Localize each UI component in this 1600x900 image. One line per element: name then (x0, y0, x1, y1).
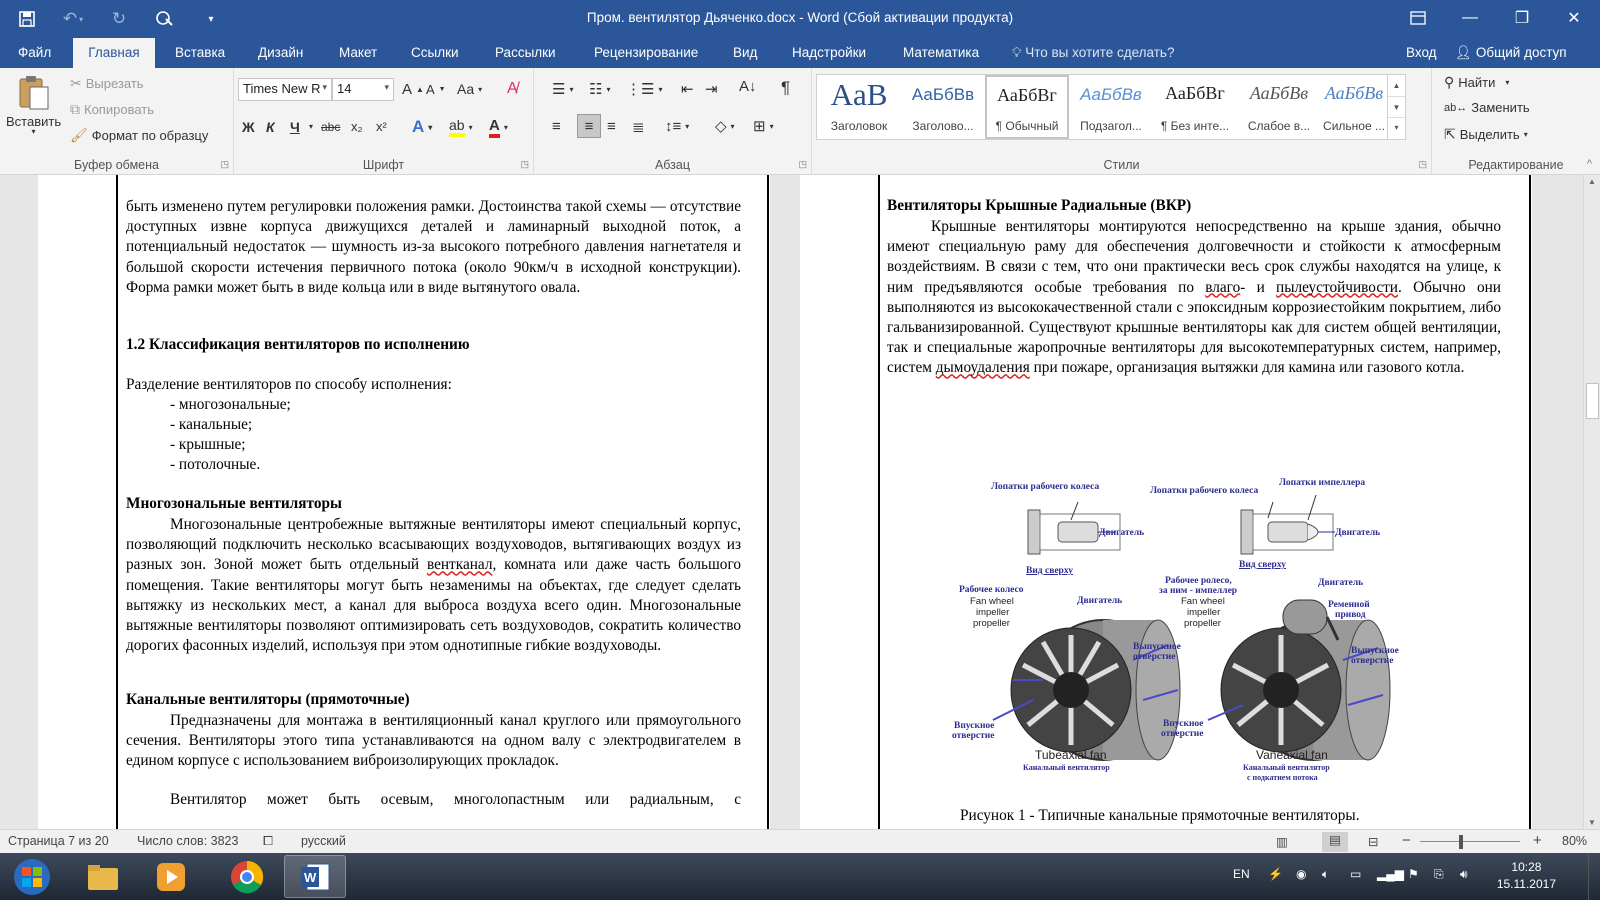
underline-dropdown-icon[interactable]: ▾ (309, 122, 314, 131)
tray-speaker-app-icon[interactable]: 🔈︎ (1322, 867, 1330, 881)
vaneaxial-fan-graphic (1208, 600, 1390, 760)
styles-gallery (816, 74, 1406, 140)
classification-intro[interactable]: Разделение вентиляторов по способу исполнения: (126, 376, 452, 393)
borders-icon[interactable]: ⊞ ▾ (753, 118, 774, 135)
style-heading-1[interactable]: АаБбВв Заголово... (911, 85, 975, 133)
decrease-indent-icon[interactable]: ⇤ (681, 81, 694, 98)
volume-icon[interactable]: 🔊︎ (1460, 867, 1468, 881)
list-item[interactable]: - потолочные. (170, 456, 261, 473)
style-heading[interactable]: AaB Заголовок (830, 77, 888, 133)
cursor-icon: ⇱ (1444, 126, 1456, 142)
styles-more-icon[interactable]: ▾ (1388, 117, 1405, 137)
tab-review[interactable]: Рецензирование (594, 45, 699, 60)
vertical-scrollbar[interactable] (1583, 175, 1600, 829)
tab-file[interactable]: Файл (18, 45, 52, 60)
paste-icon (17, 74, 51, 112)
font-group (234, 68, 534, 175)
input-language[interactable]: EN (1233, 867, 1250, 881)
status-bar (0, 829, 1600, 853)
shrink-font-icon[interactable]: A ▼ (426, 82, 446, 97)
roof-fans-paragraph[interactable]: Крышные вентиляторы монтируются непосредственно на крыше здания, обычно имеют специальную раму для обеспечения долговечности и стойкости к атмосферным воздействиям. В связи с тем, что они практически весь срок службы находятся на улице, к ним предъявляются особые требования по влаго- и пылеустойчивости. Обычно они выполняются из высококачественной стали с эпоксидным коррозиестойким покрытием, либо гальванизированной. Существуют крышные вентиляторы как для систем общей вентиляции, так и специальные жаропрочные вентиляторы для высокотемпературных систем, например, систем дымоудаления при пожаре, организация вытяжки для камина или газового котла. (887, 218, 1501, 377)
heading-multizone[interactable]: Многозональные вентиляторы (126, 495, 342, 512)
brush-icon: 🖌︎ (70, 127, 88, 143)
fig-label: привод (1335, 610, 1366, 620)
word-taskbar-icon[interactable] (284, 855, 346, 898)
read-mode-icon[interactable]: ▥ (1276, 835, 1288, 849)
collapse-ribbon-icon[interactable]: ^ (1586, 158, 1592, 170)
windows-logo-icon (13, 858, 51, 896)
italic-button[interactable]: К (266, 119, 275, 135)
styles-gallery-scroll[interactable] (1387, 75, 1405, 139)
align-right-icon[interactable]: ≡ (607, 118, 616, 135)
scrollbar-thumb[interactable] (1586, 383, 1599, 419)
strikethrough-button[interactable]: abc (321, 120, 341, 134)
duct-paragraph-2[interactable]: Вентилятор может быть осевым, многолопастным или радиальным, с (170, 791, 741, 808)
vaneaxial-top-view (1241, 495, 1335, 554)
line-spacing-icon[interactable]: ↕≡ ▾ (665, 118, 690, 135)
duct-fans-figure[interactable] (952, 478, 1423, 795)
language-indicator[interactable]: русский (301, 834, 346, 848)
multizone-paragraph[interactable]: Многозональные центробежные вытяжные вентиляторы имеют специальный корпус, позволяющий подключить несколько всасывающих воздуховодов, вытягивающих воздух из разных зон. Зоной может быть отдельный вентканал, комната или даже часть большого помещения. Такие вентиляторы могут быть незаменимы на объектах, где следует сделать вытяжку из нескольких мест, а канал для выброса воздуха всего один. Многозональные вытяжные вентиляторы позволяют оптимизировать сеть воздуховодов, сократить количество дорогих фасонных изделий, используя при этом однотипные гибкие воздуховоды. (126, 516, 741, 655)
share-button[interactable]: 👤︎ Общий доступ (1455, 45, 1567, 60)
ribbon-display-icon[interactable] (1392, 0, 1444, 36)
fig-label: Fan wheel (970, 596, 1014, 607)
paragraph-launcher-icon[interactable]: ◳ (798, 159, 807, 169)
superscript-button[interactable]: x² (376, 119, 387, 134)
style-subtitle[interactable]: АаБбВв Подзагол... (1080, 85, 1142, 133)
person-icon: 👤︎ (1455, 45, 1473, 60)
clipboard-group-label: Буфер обмена (74, 158, 159, 172)
right-page-left-border (878, 175, 880, 829)
list-item[interactable]: - канальные; (170, 416, 253, 433)
fig-label: propeller (1184, 618, 1221, 629)
multilevel-list-icon[interactable]: ⋮☰ ▾ (626, 81, 663, 98)
copy-button[interactable]: ⧉ Копировать (70, 101, 154, 117)
replace-icon: ab↔ (1444, 101, 1468, 114)
style-no-spacing[interactable]: АаБбВг ¶ Без инте... (1160, 83, 1230, 133)
format-painter-button[interactable]: 🖌︎ Формат по образцу (70, 127, 209, 143)
heading-roof-fans[interactable]: Вентиляторы Крышные Радиальные (ВКР) (887, 197, 1192, 214)
tab-design[interactable]: Дизайн (258, 45, 304, 60)
fig-label: за ним - импеллер (1159, 586, 1238, 596)
document-area (0, 175, 1583, 829)
zoom-slider-handle[interactable] (1459, 835, 1463, 849)
clipboard-launcher-icon[interactable]: ◳ (220, 159, 229, 169)
scroll-down-icon[interactable]: ▼ (1588, 818, 1596, 827)
editing-group (1432, 68, 1600, 175)
font-family-select[interactable]: Times New R ▾ (238, 78, 332, 101)
list-item[interactable]: - многозональные; (170, 396, 291, 413)
start-button[interactable] (4, 855, 60, 898)
search-icon: ⚲ (1444, 74, 1455, 90)
increase-indent-icon[interactable]: ⇥ (705, 81, 718, 98)
left-para-1[interactable]: быть изменено путем регулировки положения рамки. Достоинства такой схемы — отсутствие доступных извне корпуса движущихся деталей и ламинарный выходной поток, а потенциальный недостаток — шумность из-за высокого потребного давления нагнетателя и большой скорости истечения первичного потока (около 90км/ч в исходной конструкции). Форма рамки может быть в виде кольца или в виде вытянутого овала. (126, 198, 741, 296)
page-counter[interactable]: Страница 7 из 20 (8, 834, 109, 848)
fig-label: Лопатки рабочего колеса (1150, 486, 1259, 496)
fig-label: с подкатием потока (1247, 773, 1318, 782)
scissors-icon: ✂ (70, 75, 82, 91)
align-left-icon[interactable]: ≡ (552, 118, 561, 135)
subscript-button[interactable]: x₂ (351, 119, 363, 134)
zoom-out-icon[interactable]: − (1402, 832, 1411, 849)
style-normal[interactable]: АаБбВг ¶ Обычный (985, 75, 1069, 139)
paste-button[interactable]: Вставить ▾ (6, 74, 61, 136)
font-family-dropdown-icon: ▾ (322, 82, 327, 92)
tell-me-search[interactable]: 💡︎ Что вы хотите сделать? (1012, 45, 1175, 60)
tab-view[interactable]: Вид (733, 45, 758, 60)
fig-label: Лопатки импеллера (1279, 478, 1366, 488)
tab-insert[interactable]: Вставка (175, 45, 226, 60)
proofing-icon[interactable]: ⧠ (263, 834, 274, 848)
fig-label: Впускное (1163, 719, 1204, 729)
underline-button[interactable]: Ч (290, 119, 300, 135)
lightbulb-icon: 💡︎ (1012, 45, 1022, 60)
fig-label: отверстие (952, 731, 995, 741)
fig-label: отверстие (1351, 656, 1394, 666)
tab-math[interactable]: Математика (903, 45, 980, 60)
font-group-label: Шрифт (362, 158, 405, 172)
clock[interactable]: 10:28 15.11.2017 (1496, 860, 1556, 891)
tab-layout[interactable]: Макет (339, 45, 378, 60)
left-page-left-border (116, 175, 118, 829)
change-case-button[interactable]: Aa ▾ (457, 81, 483, 97)
restore-icon[interactable]: ❐ (1514, 10, 1530, 27)
fig-label: Вид сверху (1026, 566, 1073, 576)
fig-label: Ременной (1328, 600, 1370, 610)
redo-icon[interactable]: ↻ (111, 9, 127, 28)
fig-label: Двигатель (1335, 528, 1381, 538)
font-size-dropdown-icon: ▾ (384, 82, 389, 92)
bold-button[interactable]: Ж (242, 119, 255, 135)
tab-addins[interactable]: Надстройки (792, 45, 867, 60)
zoom-slider[interactable] (1420, 841, 1520, 842)
align-center-icon[interactable]: ≡ (577, 114, 601, 138)
list-item[interactable]: - крышные; (170, 436, 246, 453)
ribbon (0, 68, 1600, 175)
find-button[interactable]: ⚲ Найти ▾ (1444, 74, 1510, 90)
fig-label: Выпускное (1351, 646, 1399, 656)
font-color-icon[interactable]: A ▾ (489, 117, 508, 138)
styles-group-label: Стили (1103, 158, 1140, 172)
fig-label: отверстие (1161, 729, 1204, 739)
select-button[interactable]: ⇱ Выделить ▾ (1444, 126, 1528, 142)
fig-label: propeller (973, 618, 1010, 629)
style-intense-emphasis[interactable]: АаБбВв Сильное ... (1323, 83, 1385, 133)
fig-label: Vaneaxial fan (1256, 748, 1328, 762)
ribbon-tabs (0, 38, 1600, 68)
bullets-icon[interactable]: ☰ ▾ (552, 81, 574, 98)
duct-paragraph[interactable]: Предназначены для монтажа в вентиляционный канал круглого или прямоугольного сечения. Вентиляторы этого типа устанавливаются на одном валу с электродвигателем в едином корпусе с использованием виброизолирующих прокладок. (126, 712, 741, 770)
close-icon[interactable]: ✕ (1567, 10, 1581, 27)
styles-group (812, 68, 1432, 175)
replace-button[interactable]: ab↔ Заменить (1444, 100, 1530, 115)
tab-references[interactable]: Ссылки (411, 45, 459, 60)
fig-label: Fan wheel (1181, 596, 1225, 607)
zoom-level[interactable]: 80% (1562, 834, 1588, 848)
media-player-taskbar-icon[interactable] (140, 855, 202, 898)
undo-icon[interactable]: ↶ ▾ (62, 9, 84, 28)
fig-label: Канальный вентилятор (1023, 763, 1110, 772)
styles-launcher-icon[interactable]: ◳ (1418, 159, 1427, 169)
editing-group-label: Редактирование (1468, 158, 1564, 172)
fig-label: Канальный вентилятор (1243, 763, 1330, 772)
justify-icon[interactable]: ≣ (632, 119, 645, 136)
window-controls (1392, 0, 1600, 36)
section-heading-1-2[interactable]: 1.2 Классификация вентиляторов по исполнению (126, 336, 470, 353)
fig-label: Двигатель (1318, 578, 1364, 588)
window-title: Пром. вентилятор Дьяченко.docx - Word (Сбой активации продукта) (586, 10, 1014, 25)
tubeaxial-fan-graphic (993, 620, 1180, 760)
fig-label: отверстие (1133, 652, 1176, 662)
highlight-icon[interactable]: ab ▾ (449, 117, 473, 137)
scroll-up-icon[interactable]: ▲ (1588, 177, 1596, 186)
copy-icon: ⧉ (70, 101, 80, 117)
fig-label: Рабочее колесо (959, 585, 1024, 595)
grow-font-icon[interactable]: A ▲ (402, 81, 424, 98)
fig-label: Двигатель (1077, 596, 1123, 606)
fig-label: Впускное (954, 721, 995, 731)
left-page-right-border (767, 175, 769, 829)
font-size-select[interactable]: 14 ▾ (332, 78, 394, 101)
fig-label: Выпускное (1133, 642, 1181, 652)
cut-button[interactable]: ✂ Вырезать (70, 75, 144, 91)
sign-in-link[interactable]: Вход (1406, 45, 1437, 60)
chrome-taskbar-icon[interactable] (216, 855, 278, 898)
fig-label: impeller (1187, 607, 1221, 618)
tab-home[interactable]: Главная (73, 38, 155, 68)
explorer-taskbar-icon[interactable] (72, 855, 134, 898)
figure-caption[interactable]: Рисунок 1 - Типичные канальные прямоточные вентиляторы. (960, 807, 1360, 824)
paragraph-group (534, 68, 812, 175)
fig-label: Лопатки рабочего колеса (991, 482, 1100, 492)
minimize-icon[interactable]: — (1462, 9, 1478, 26)
tray-app-icon[interactable]: ⚡ (1268, 867, 1283, 881)
print-layout-icon[interactable]: ▤ (1322, 832, 1348, 852)
tray-network-app-icon[interactable]: ◉ (1296, 867, 1307, 881)
font-launcher-icon[interactable]: ◳ (520, 159, 529, 169)
tray-device-icon[interactable]: ⎘ (1434, 867, 1444, 881)
tray-display-icon[interactable]: ▭ (1350, 867, 1362, 881)
web-layout-icon[interactable]: ⊟ (1368, 835, 1379, 849)
windows-taskbar (0, 853, 1600, 900)
customize-qat-icon[interactable]: ▾ (208, 13, 214, 25)
numbering-icon[interactable]: ☷ ▾ (589, 81, 611, 98)
sort-icon[interactable]: A↓ (739, 78, 757, 95)
shading-icon[interactable]: ◇ ▾ (715, 118, 735, 135)
show-marks-icon[interactable]: ¶ (781, 78, 791, 97)
signal-icon[interactable]: ▂▄▆ (1377, 867, 1404, 881)
flag-icon[interactable]: ⚑ (1408, 867, 1419, 881)
fig-label: Tubeaxial fan (1035, 748, 1107, 762)
styles-down-icon[interactable]: ▼ (1388, 96, 1405, 117)
paragraph-group-label: Абзац (654, 158, 691, 172)
fig-label: Двигатель (1099, 528, 1145, 538)
title-bar (0, 0, 1600, 38)
fig-label: impeller (976, 607, 1010, 618)
paste-dropdown-icon: ▾ (31, 127, 36, 136)
fig-label: Вид сверху (1239, 560, 1286, 570)
style-subtle-emphasis[interactable]: АаБбВв Слабое в... (1247, 83, 1311, 133)
clipboard-group (0, 68, 234, 175)
heading-duct[interactable]: Канальные вентиляторы (прямоточные) (126, 691, 410, 708)
word-count[interactable]: Число слов: 3823 (137, 834, 239, 848)
text-effects-icon[interactable]: A ▾ (412, 117, 433, 136)
svg-text:W: W (304, 869, 317, 885)
clear-formatting-icon[interactable]: A̸ (507, 80, 518, 97)
right-page-right-border (1529, 175, 1531, 829)
tab-mailings[interactable]: Рассылки (495, 45, 556, 60)
styles-up-icon[interactable]: ▲ (1392, 81, 1401, 90)
fig-label: Рабочее ролесо, (1165, 576, 1232, 586)
show-desktop-button[interactable] (1588, 853, 1600, 900)
zoom-in-icon[interactable]: + (1533, 832, 1542, 849)
